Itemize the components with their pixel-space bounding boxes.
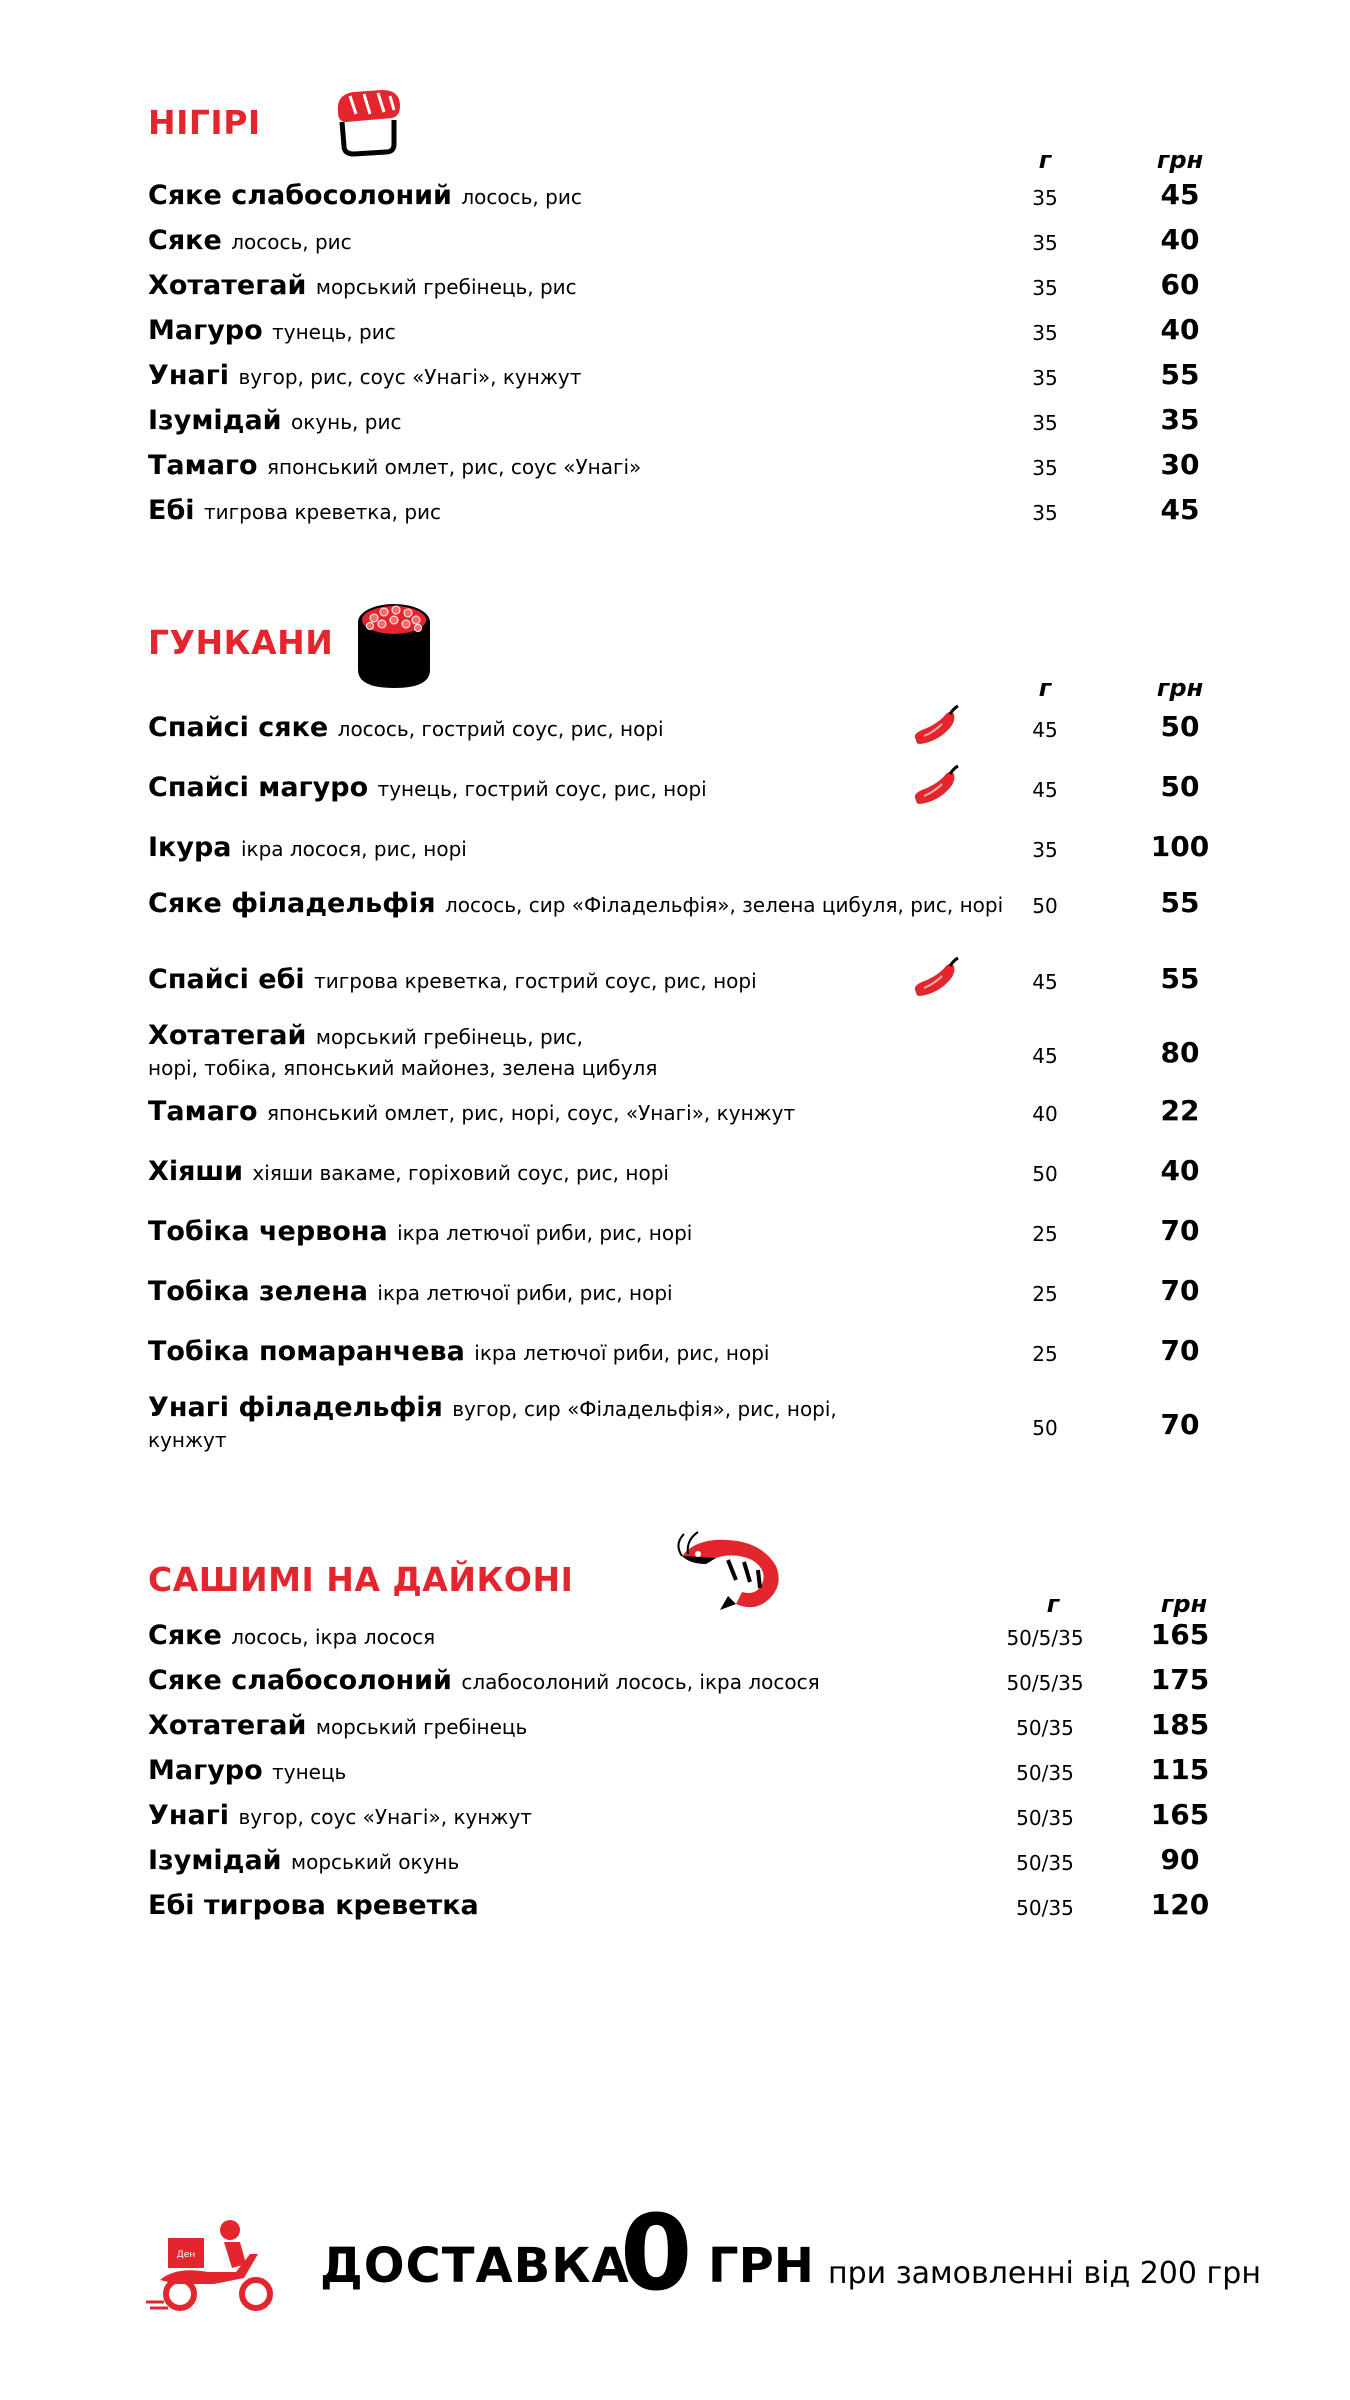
chili-pepper-icon <box>910 704 962 748</box>
item-name-text: Сяке слабосолоний <box>148 1665 452 1696</box>
delivery-scooter-icon <box>146 2218 280 2314</box>
item-name-text: Ебі тигрова креветка <box>148 1890 479 1921</box>
item-description: ікра летючої риби, рис, норі <box>397 1221 693 1245</box>
section-title-sashimi: САШИМІ НА ДАЙКОНІ <box>148 1560 574 1599</box>
item-price: 70 <box>1160 1274 1200 1307</box>
item-weight: 35 <box>1032 276 1058 300</box>
item-name <box>148 1216 692 1247</box>
item-name <box>148 1845 459 1876</box>
svg-text:Ден: Ден <box>176 2250 196 2260</box>
nigiri-col-price: грн <box>1156 146 1204 174</box>
item-description: тунець <box>272 1760 347 1784</box>
item-name-text: Хотатегай <box>148 1710 307 1741</box>
item-name-text: Хіяши <box>148 1156 244 1187</box>
item-price: 22 <box>1160 1094 1200 1127</box>
item-name-text: Сяке <box>148 1620 222 1651</box>
item-name-text: Спайсі магуро <box>148 772 369 803</box>
item-price: 165 <box>1150 1798 1210 1831</box>
item-name <box>148 1755 346 1786</box>
item-description: лосось, рис <box>461 185 582 209</box>
item-weight: 50 <box>1032 1162 1058 1186</box>
item-price: 90 <box>1160 1843 1200 1876</box>
item-name-text: Сяке слабосолоний <box>148 180 452 211</box>
item-description: ікра лосося, рис, норі <box>240 837 467 861</box>
item-description: морський окунь <box>291 1850 460 1874</box>
item-weight: 40 <box>1032 1102 1058 1126</box>
item-name-text: Тобіка зелена <box>148 1276 368 1307</box>
item-price: 185 <box>1150 1708 1210 1741</box>
item-name <box>148 888 1003 919</box>
item-name-text: Спайсі ебі <box>148 964 305 995</box>
item-price: 40 <box>1160 223 1200 256</box>
delivery-zero: 0 <box>620 2192 693 2314</box>
section-title-gunkan: ГУНКАНИ <box>148 623 334 662</box>
item-description: ікра летючої риби, рис, норі <box>377 1281 673 1305</box>
item-name-text: Ізумідай <box>148 405 282 436</box>
item-name <box>148 360 581 391</box>
item-price: 30 <box>1160 448 1200 481</box>
item-weight: 45 <box>1032 970 1058 994</box>
item-name-text: Ікура <box>148 832 232 863</box>
item-name <box>148 964 757 995</box>
item-weight: 50/35 <box>1016 1896 1074 1920</box>
item-price: 55 <box>1160 886 1200 919</box>
item-price: 70 <box>1160 1214 1200 1247</box>
chili-pepper-icon <box>910 956 962 1000</box>
item-weight: 50/5/35 <box>1006 1626 1084 1650</box>
item-price: 70 <box>1160 1408 1200 1441</box>
item-description: японський омлет, рис, соус «Унагі» <box>267 455 642 479</box>
item-name <box>148 1156 669 1187</box>
item-name <box>148 772 707 803</box>
item-weight: 50/35 <box>1016 1716 1074 1740</box>
item-price: 175 <box>1150 1663 1210 1696</box>
item-price: 55 <box>1160 358 1200 391</box>
item-name <box>148 1710 527 1741</box>
item-price: 55 <box>1160 962 1200 995</box>
item-price: 70 <box>1160 1334 1200 1367</box>
item-name <box>148 1336 769 1367</box>
item-name-text: Унагі <box>148 1800 230 1831</box>
item-price: 165 <box>1150 1618 1210 1651</box>
item-description: вугор, сир «Філадельфія», рис, норі, <box>452 1397 837 1421</box>
item-description: вугор, соус «Унагі», кунжут <box>238 1805 532 1829</box>
item-name <box>148 180 582 211</box>
delivery-title: ДОСТАВКА <box>320 2238 630 2294</box>
item-name-text: Сяке <box>148 225 222 256</box>
item-name-text: Магуро <box>148 315 263 346</box>
gunkan-col-price: грн <box>1156 674 1204 702</box>
delivery-currency: ГРН <box>708 2238 814 2294</box>
item-weight: 45 <box>1032 1044 1058 1068</box>
item-name <box>148 1392 837 1423</box>
item-name <box>148 1096 795 1127</box>
item-description: лосось, сир «Філадельфія», зелена цибуля, рис, норі <box>444 893 1004 917</box>
item-name <box>148 225 352 256</box>
sashimi-col-price: грн <box>1160 1590 1208 1618</box>
item-price: 100 <box>1150 830 1210 863</box>
item-description: хіяши вакаме, горіховий соус, рис, норі <box>252 1161 669 1185</box>
item-description: тигрова креветка, рис <box>203 500 442 524</box>
item-weight: 50/35 <box>1016 1806 1074 1830</box>
shrimp-icon <box>676 1530 786 1614</box>
item-description: морський гребінець, рис, <box>315 1025 584 1049</box>
item-name <box>148 1020 583 1051</box>
item-weight: 50/5/35 <box>1006 1671 1084 1695</box>
item-weight: 25 <box>1032 1282 1058 1306</box>
item-description: окунь, рис <box>291 410 402 434</box>
item-price: 45 <box>1160 178 1200 211</box>
item-weight: 35 <box>1032 321 1058 345</box>
item-description: морський гребінець <box>315 1715 528 1739</box>
item-name <box>148 712 664 743</box>
item-weight: 35 <box>1032 838 1058 862</box>
item-price: 120 <box>1150 1888 1210 1921</box>
delivery-condition: при замовленні від 200 грн <box>828 2256 1261 2291</box>
item-name <box>148 1665 820 1696</box>
item-name <box>148 832 467 863</box>
item-price: 40 <box>1160 313 1200 346</box>
item-name-text: Хотатегай <box>148 270 307 301</box>
item-description: тунець, гострий соус, рис, норі <box>377 777 707 801</box>
item-name-text: Тобіка червона <box>148 1216 388 1247</box>
item-name <box>148 450 641 481</box>
item-description: лосось, гострий соус, рис, норі <box>337 717 664 741</box>
item-price: 115 <box>1150 1753 1210 1786</box>
item-description: морський гребінець, рис <box>315 275 577 299</box>
item-weight: 35 <box>1032 366 1058 390</box>
item-name <box>148 1276 673 1307</box>
item-name-text: Тобіка помаранчева <box>148 1336 465 1367</box>
item-name-text: Ебі <box>148 495 195 526</box>
item-weight: 50 <box>1032 894 1058 918</box>
section-title-nigiri: НІГІРІ <box>148 103 261 142</box>
item-name <box>148 405 401 436</box>
item-name-text: Магуро <box>148 1755 263 1786</box>
item-weight: 35 <box>1032 456 1058 480</box>
item-name-text: Тамаго <box>148 450 258 481</box>
item-name-text: Хотатегай <box>148 1020 307 1051</box>
item-weight: 35 <box>1032 186 1058 210</box>
item-weight: 45 <box>1032 718 1058 742</box>
item-name <box>148 1890 479 1921</box>
item-description: вугор, рис, соус «Унагі», кунжут <box>238 365 582 389</box>
item-price: 60 <box>1160 268 1200 301</box>
item-name-text: Унагі <box>148 360 230 391</box>
item-weight: 45 <box>1032 778 1058 802</box>
item-weight: 25 <box>1032 1342 1058 1366</box>
item-description: тигрова креветка, гострий соус, рис, норі <box>314 969 757 993</box>
chili-pepper-icon <box>910 764 962 808</box>
item-name-text: Ізумідай <box>148 1845 282 1876</box>
item-name-text: Унагі філадельфія <box>148 1392 443 1423</box>
item-price: 80 <box>1160 1036 1200 1069</box>
item-price: 35 <box>1160 403 1200 436</box>
gunkan-icon <box>354 600 434 692</box>
item-weight: 50/35 <box>1016 1851 1074 1875</box>
item-description-line2: норі, тобіка, японський майонез, зелена цибуля <box>148 1056 658 1080</box>
item-name-text: Тамаго <box>148 1096 258 1127</box>
item-description: японський омлет, рис, норі, соус, «Унагі», кунжут <box>267 1101 796 1125</box>
item-description: ікра летючої риби, рис, норі <box>474 1341 770 1365</box>
item-description: лосось, ікра лосося <box>231 1625 436 1649</box>
item-price: 40 <box>1160 1154 1200 1187</box>
item-weight: 35 <box>1032 501 1058 525</box>
item-name <box>148 1800 532 1831</box>
item-name <box>148 315 396 346</box>
item-weight: 50/35 <box>1016 1761 1074 1785</box>
item-price: 50 <box>1160 770 1200 803</box>
item-price: 45 <box>1160 493 1200 526</box>
item-description: слабосолоний лосось, ікра лосося <box>461 1670 820 1694</box>
nigiri-icon <box>330 86 406 160</box>
nigiri-col-weight: г <box>1038 146 1052 174</box>
item-name-text: Сяке філадельфія <box>148 888 436 919</box>
item-weight: 50 <box>1032 1416 1058 1440</box>
item-name <box>148 495 441 526</box>
item-description: тунець, рис <box>272 320 396 344</box>
item-name-text: Спайсі сяке <box>148 712 329 743</box>
item-price: 50 <box>1160 710 1200 743</box>
item-weight: 35 <box>1032 231 1058 255</box>
item-weight: 35 <box>1032 411 1058 435</box>
delivery-banner <box>0 2192 1350 2320</box>
item-description: лосось, рис <box>231 230 352 254</box>
item-description-line2: кунжут <box>148 1428 227 1452</box>
item-name <box>148 270 577 301</box>
item-name <box>148 1620 435 1651</box>
sashimi-col-weight: г <box>1046 1590 1060 1618</box>
gunkan-col-weight: г <box>1038 674 1052 702</box>
item-weight: 25 <box>1032 1222 1058 1246</box>
